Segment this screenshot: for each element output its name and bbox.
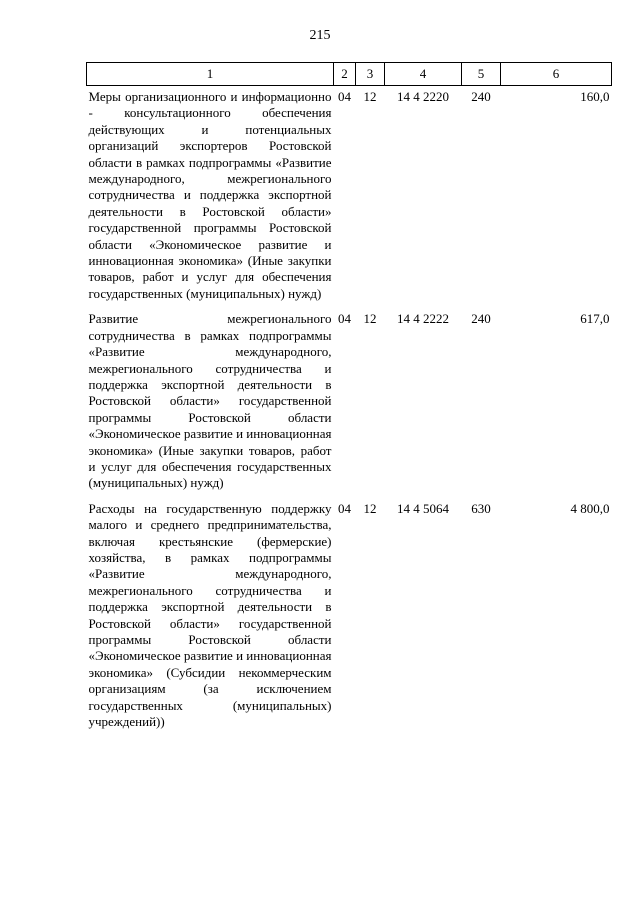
row-expense-type: 240 [471, 89, 491, 104]
row-amount: 617,0 [580, 311, 610, 327]
row-subsection: 12 [363, 89, 377, 104]
page-number: 215 [309, 28, 331, 43]
row-target-article: 14 4 5064 [397, 500, 449, 516]
row-expense-type: 630 [471, 500, 491, 516]
column-header-6: 6 [501, 63, 612, 86]
row-amount: 160,0 [580, 89, 610, 104]
column-header-4: 4 [385, 63, 462, 86]
table-row [87, 86, 612, 309]
row-expense-type: 240 [471, 311, 491, 327]
budget-table [86, 62, 612, 736]
column-header-2: 2 [334, 63, 356, 86]
row-section: 04 [338, 89, 351, 104]
row-section: 04 [338, 500, 351, 516]
row-target-article: 14 4 2220 [397, 89, 449, 104]
row-section: 04 [338, 311, 351, 327]
row-description: Меры организационного и информационно - консультационного обеспечения действующих и потенциальных организаций экспортеров Ростовской области в рамках подпрограммы «Развитие международного, межрегионального сотрудничества и поддержка экспортной деятельности в Ростовской области» государственной программы Ростовской области «Экономическое развитие и инновационная экономика» (Иные закупки товаров, работ и услуг для обеспечения государственных (муниципальных) нужд) [88, 89, 332, 301]
row-target-article: 14 4 2222 [397, 311, 449, 327]
column-header-5: 5 [462, 63, 501, 86]
header-row [87, 63, 612, 86]
table-row [87, 498, 612, 737]
row-subsection: 12 [363, 311, 377, 327]
column-header-1: 1 [87, 63, 334, 86]
table-row [87, 308, 612, 497]
row-description: Развитие межрегионального сотрудничества в рамках подпрограммы «Развитие международного, межрегионального сотрудничества и поддержка экспортной деятельности в Ростовской области» государственной программы Ростовской области «Экономическое развитие и инновационная экономика» (Иные закупки товаров, работ и услуг для обеспечения государственных (муниципальных) нужд) [88, 311, 332, 491]
row-subsection: 12 [363, 500, 377, 516]
row-description: Расходы на государственную поддержку малого и среднего предпринимательства, включая крестьянские (фермерские) хозяйства, в рамках подпрограммы «Развитие международного, межрегионального сотрудничества и поддержка экспортной деятельности в Ростовской области» государственной программы Ростовской области «Экономическое развитие и инновационная экономика» (Субсидии некоммерческим организациям (за исключением государственных (муниципальных) учреждений)) [88, 500, 332, 730]
row-amount: 4 800,0 [570, 500, 610, 516]
column-header-3: 3 [356, 63, 385, 86]
